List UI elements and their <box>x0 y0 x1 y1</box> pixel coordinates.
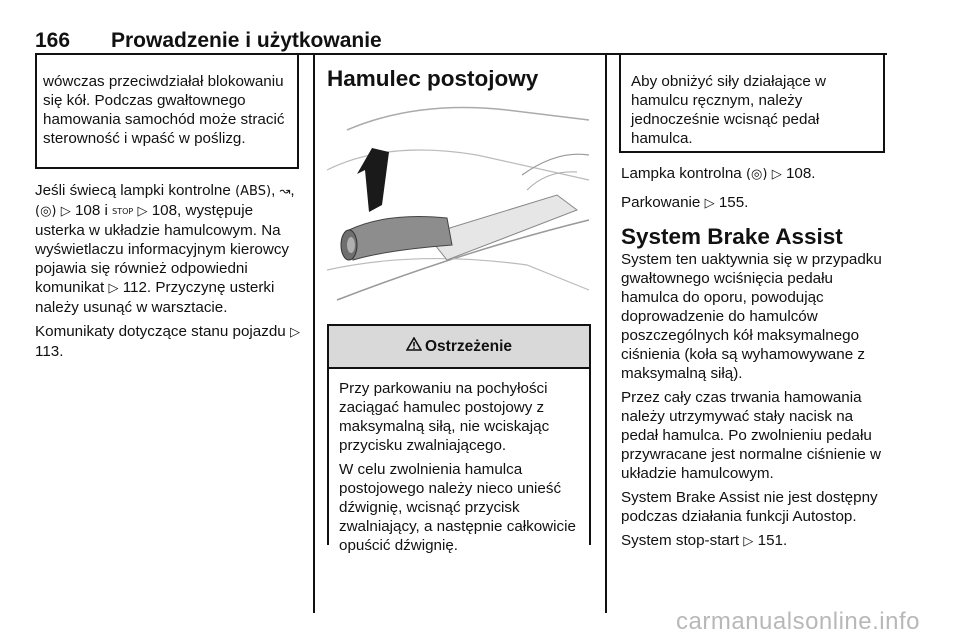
page-ref: 155. <box>718 194 749 211</box>
brake-warning-icon: (◎) <box>35 204 57 219</box>
caution-box <box>619 55 885 153</box>
page-ref-arrow-icon: ▷ <box>704 196 715 211</box>
watermark: carmanualsonline.info <box>676 608 920 635</box>
paragraph-text: Komunikaty dotyczące stanu pojazdu <box>35 323 286 340</box>
paragraph-text: Lampka kontrolna <box>621 165 742 182</box>
section-title-brake-assist: System Brake Assist <box>621 224 843 249</box>
stop-icon: STOP <box>112 207 134 216</box>
page-ref: 108. <box>785 165 816 182</box>
paragraph-text: Parkowanie <box>621 194 701 211</box>
page-ref: 151. <box>757 532 788 549</box>
warning-body <box>329 369 589 555</box>
page-ref-arrow-icon: ▷ <box>137 204 148 219</box>
page-ref-arrow-icon: ▷ <box>771 167 782 182</box>
brake-assist-paragraph-3: System Brake Assist nie jest dostępny podczas działania funkcji Autostop. <box>621 489 878 525</box>
page-title: Prowadzenie i użytkowanie <box>111 29 382 52</box>
vehicle-status-paragraph <box>35 322 301 361</box>
page-ref-arrow-icon: ▷ <box>108 281 119 296</box>
page-ref: 112. <box>122 279 152 296</box>
brake-assist-paragraph-2: Przez cały czas trwania hamowania należy utrzymywać stały nacisk na pedał hamulca. Po zwolnieniu pedału przywracane jest normalne ciśnienie w układzie hamulcowym. <box>621 389 881 482</box>
brake-warning-icon: (◎) <box>745 167 768 182</box>
column-divider-1 <box>313 55 315 613</box>
column-divider-2 <box>605 55 607 613</box>
warning-lamp-ref <box>621 164 887 184</box>
paragraph-text: System stop-start <box>621 532 740 549</box>
warning-paragraph-1: Przy parkowaniu na pochyłości zaciągać hamulec postojowy z maksymalną siłą, nie wciskając przycisku zwalniającego. <box>339 380 550 454</box>
page-ref: 108 i <box>74 202 108 219</box>
paragraph-text: Jeśli świecą lampki kontrolne <box>35 182 231 199</box>
warning-title: Ostrzeżenie <box>424 337 512 355</box>
column-3-text <box>621 164 887 556</box>
wrench-icon: ↝ <box>279 184 291 199</box>
continued-warning-box <box>35 55 299 169</box>
warning-box <box>327 324 591 554</box>
paragraph-text: Przyczynę usterki należy usunąć w warsztacie. <box>35 279 275 316</box>
column-1-text <box>35 181 301 366</box>
parking-brake-illustration <box>327 100 591 312</box>
continued-warning-text: wówczas przeciwdziałał blokowaniu się kół. Podczas gwałtownego hamowania samochód może stracić sterowność i wpaść w poślizg. <box>43 73 285 147</box>
warning-lamps-paragraph: Jeśli świecą lampki kontrolne (ABS), ↝, (◎) ▷ 108 i STOP ▷ 108, występuje usterka w układzie hamulcowym. Na wyświetlaczu informacyjnym kierowcy pojawia się również odpowiedni komunikat ▷ 112. Przyczynę usterki należy usunąć w warsztacie. <box>35 182 295 316</box>
page-ref: 113. <box>35 343 64 360</box>
warning-header <box>329 326 589 369</box>
page-number: 166 <box>35 29 71 52</box>
brake-assist-paragraph-1: System ten uaktywnia się w przypadku gwałtownego wciśnięcia pedału hamulca do oporu, powodując doprowadzenie do hamulców poszczególnych kół maksymalnego ciśnienia (koła są wyhamowywane z maksymalną siłą). <box>621 251 882 382</box>
parking-ref <box>621 193 887 213</box>
warning-paragraph-2: W celu zwolnienia hamulca postojowego należy nieco unieść dźwignię, wcisnąć przycisk zwalniający, a następnie całkowicie opuścić dźwignię. <box>339 461 576 554</box>
abs-icon: (ABS) <box>235 184 272 199</box>
parking-brake-lever-image <box>327 100 591 312</box>
stop-start-ref <box>621 531 887 551</box>
section-title-parking-brake: Hamulec postojowy <box>327 66 539 91</box>
caution-text: Aby obniżyć siły działające w hamulcu ręcznym, należy jednocześnie wcisnąć pedał hamulca. <box>631 73 826 147</box>
page-ref-arrow-icon: ▷ <box>289 325 300 340</box>
page-ref-arrow-icon: ▷ <box>60 204 71 219</box>
warning-triangle-icon <box>406 337 422 356</box>
page-ref-arrow-icon: ▷ <box>743 534 754 549</box>
paragraph-text: 108, występuje usterka w układzie hamulcowym. Na wyświetlaczu informacyjnym kierowcy pojawia się również odpowiedni komunikat <box>35 202 290 296</box>
